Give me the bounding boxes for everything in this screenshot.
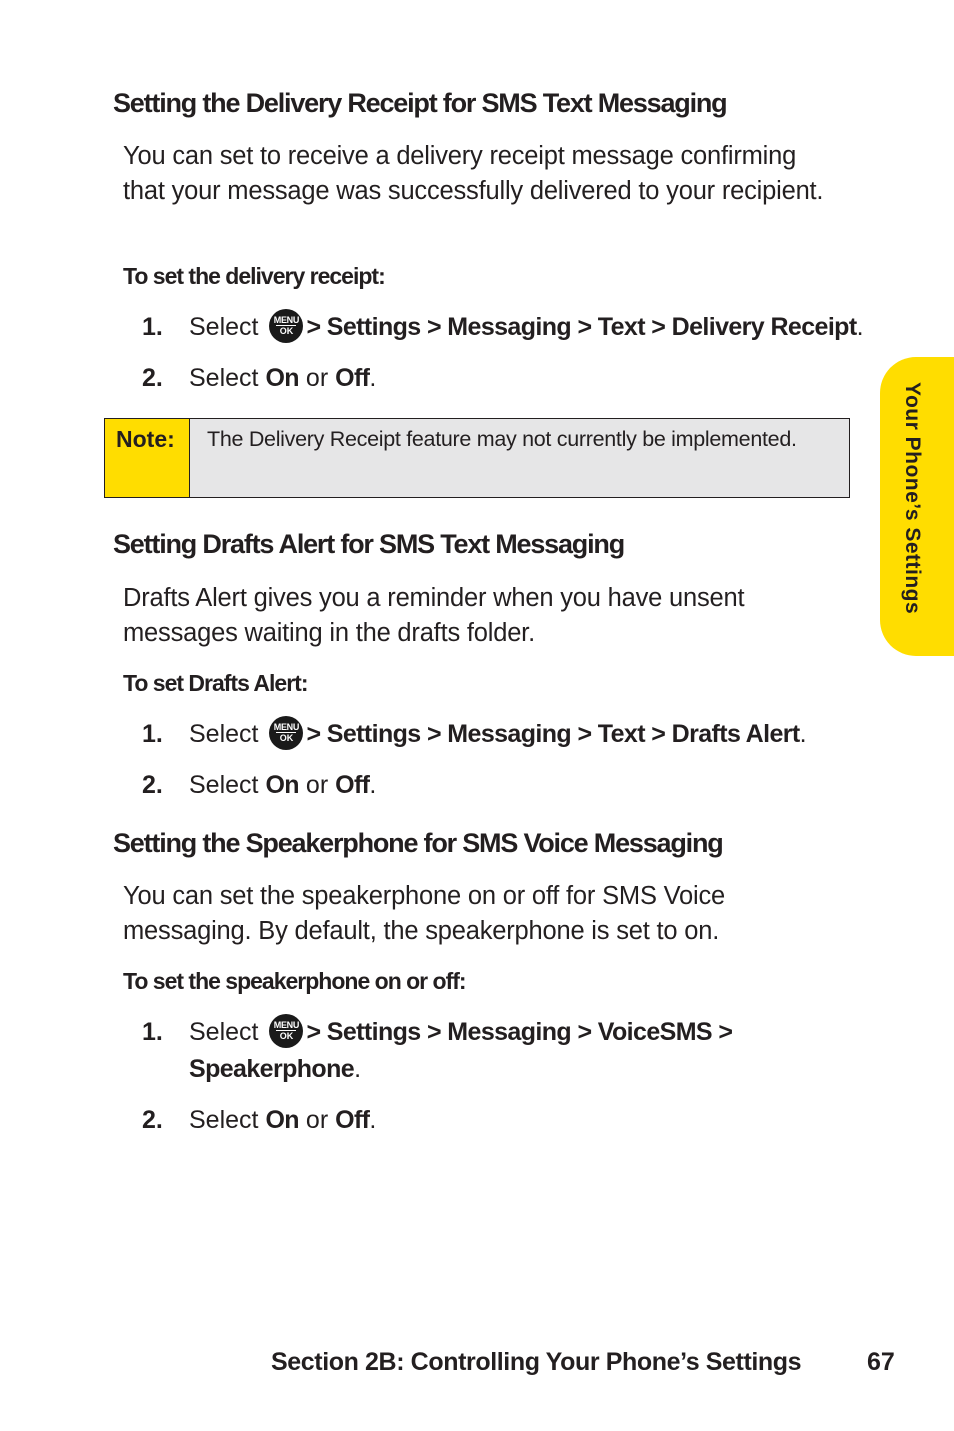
section-body: You can set the speakerphone on or off for SMS Voice messaging. By default, the speakerphone is set to on.: [123, 882, 726, 945]
menu-ok-key-icon: MENU OK: [269, 309, 303, 343]
step-number: 2.: [142, 771, 163, 799]
steps-subheading: To set the speakerphone on or off:: [123, 968, 466, 994]
option-off: Off: [335, 771, 370, 799]
step-number: 2.: [142, 1106, 163, 1134]
step-number: 1.: [142, 720, 163, 748]
menu-ok-key-icon: MENU OK: [269, 1014, 303, 1048]
option-off: Off: [335, 364, 370, 392]
section-title: Setting Drafts Alert for SMS Text Messaging: [113, 529, 624, 559]
side-tab-label: Your Phone’s Settings: [901, 382, 924, 615]
section-title: Setting the Speakerphone for SMS Voice Messaging: [113, 828, 723, 858]
menu-ok-key-icon: MENU OK: [269, 716, 303, 750]
step-number: 1.: [142, 1018, 163, 1046]
step-number: 2.: [142, 364, 163, 392]
step-1: 1. Select MENU OK > Settings > Messaging > VoiceSMS > Speakerphone.: [142, 1014, 732, 1088]
note-label: Note:: [105, 419, 190, 497]
steps-subheading: To set the delivery receipt:: [123, 263, 385, 289]
footer-section-title: Section 2B: Controlling Your Phone’s Settings: [271, 1348, 802, 1376]
menu-path: > Settings > Messaging > VoiceSMS >: [306, 1018, 733, 1046]
step-2: 2. Select On or Off.: [142, 360, 376, 397]
option-on: On: [265, 364, 299, 392]
page-number: 67: [867, 1348, 895, 1376]
section-body: Drafts Alert gives you a reminder when you have unsent messages waiting in the drafts folder.: [123, 584, 745, 647]
step-2: 2. Select On or Off.: [142, 1102, 376, 1139]
section-body: You can set to receive a delivery receipt message confirming that your message was successfully delivered to your recipient.: [123, 142, 824, 205]
chapter-side-tab: [880, 357, 954, 656]
menu-path-continued: Speakerphone: [189, 1055, 355, 1083]
note-box: [104, 418, 850, 498]
steps-subheading: To set Drafts Alert:: [123, 670, 308, 696]
option-on: On: [265, 771, 299, 799]
option-on: On: [265, 1106, 299, 1134]
step-1: 1. Select MENU OK > Settings > Messaging > Text > Delivery Receipt.: [142, 309, 864, 346]
step-2: 2. Select On or Off.: [142, 767, 376, 804]
step-number: 1.: [142, 313, 163, 341]
step-prefix: Select: [189, 313, 259, 341]
note-text: The Delivery Receipt feature may not currently be implemented.: [207, 427, 797, 451]
option-off: Off: [335, 1106, 370, 1134]
section-title: Setting the Delivery Receipt for SMS Text Messaging: [113, 88, 727, 118]
menu-path: > Settings > Messaging > Text > Delivery Receipt: [306, 313, 857, 341]
step-1: 1. Select MENU OK > Settings > Messaging > Text > Drafts Alert.: [142, 716, 807, 753]
menu-path: > Settings > Messaging > Text > Drafts Alert: [306, 720, 800, 748]
